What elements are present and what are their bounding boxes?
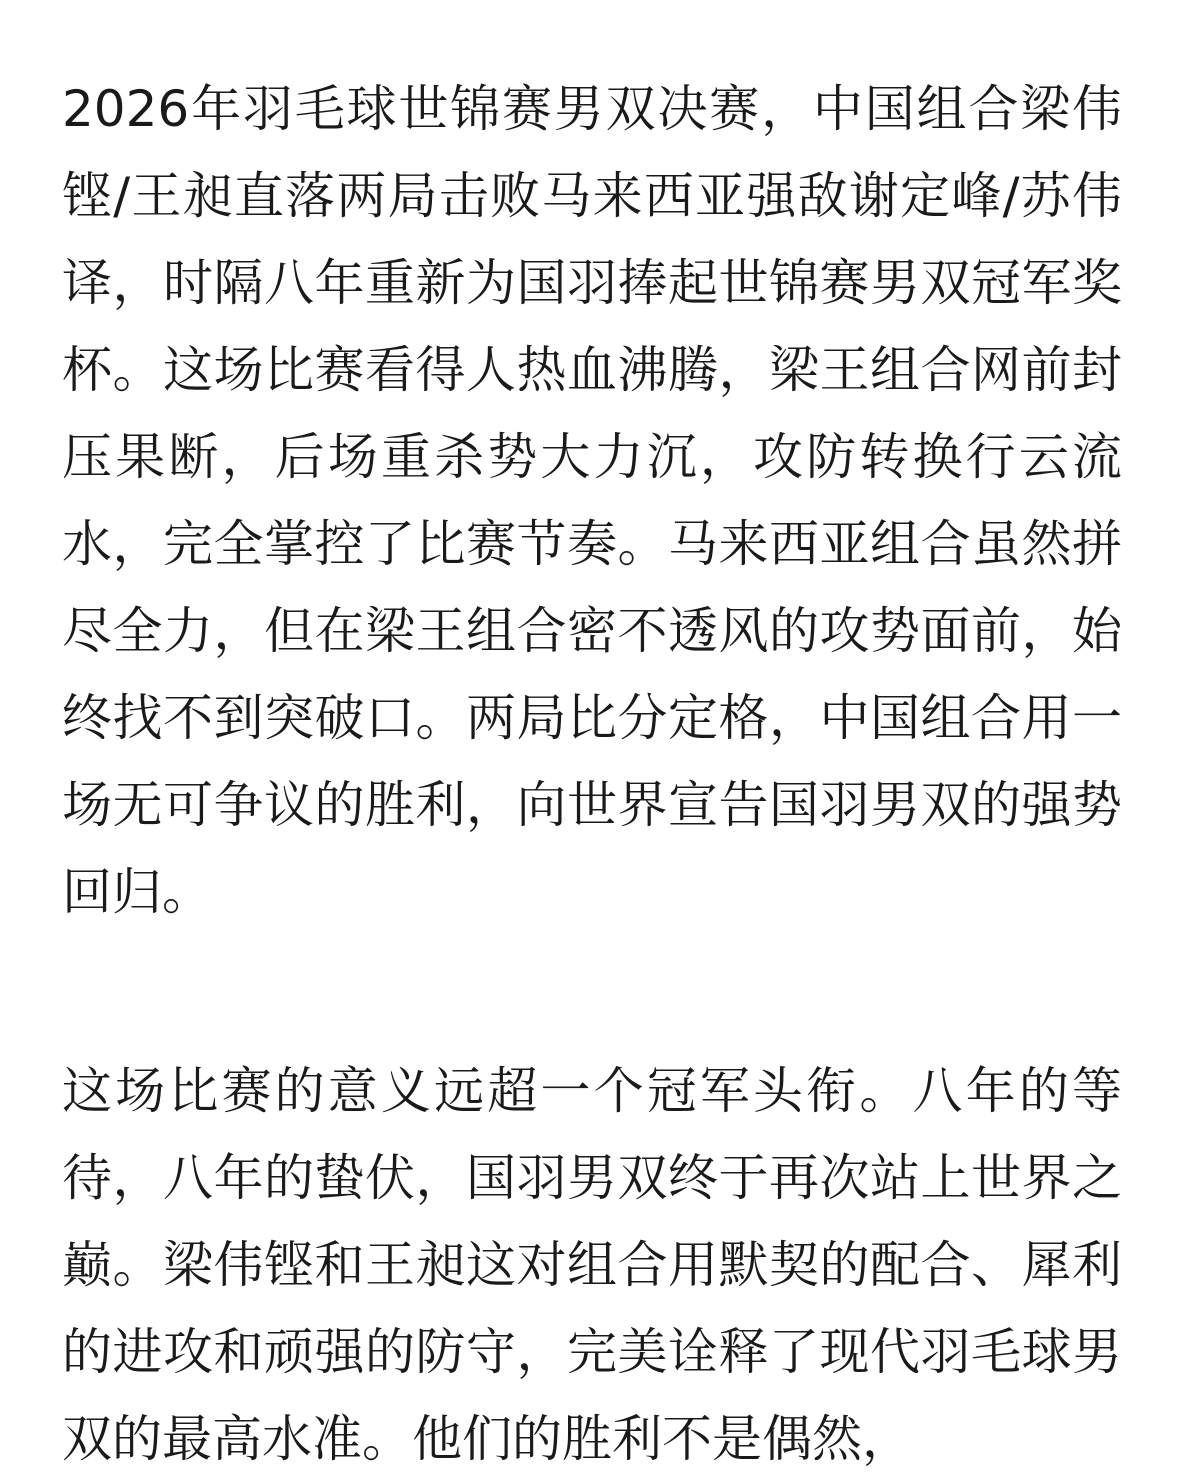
article-paragraph-1: 2026年羽毛球世锦赛男双决赛，中国组合梁伟铿/王昶直落两局击败马来西亚强敌谢定峰/苏伟译，时隔八年重新为国羽捧起世锦赛男双冠军奖杯。这场比赛看得人热血沸腾，梁王组合网前封压果断，后场重杀势大力沉，攻防转换行云流水，完全掌控了比赛节奏。马来西亚组合虽然拼尽全力，但在梁王组合密不透风的攻势面前，始终找不到突破口。两局比分定格，中国组合用一场无可争议的胜利，向世界宣告国羽男双的强势回归。: [62, 80, 1122, 921]
article-paragraph-2: 这场比赛的意义远超一个冠军头衔。八年的等待，八年的蛰伏，国羽男双终于再次站上世界之巅。梁伟铿和王昶这对组合用默契的配合、犀利的进攻和顽强的防守，完美诠释了现代羽毛球男双的最高水准。他们的胜利不是偶然，: [62, 1062, 1122, 1468]
article-body: [62, 66, 1122, 1483]
